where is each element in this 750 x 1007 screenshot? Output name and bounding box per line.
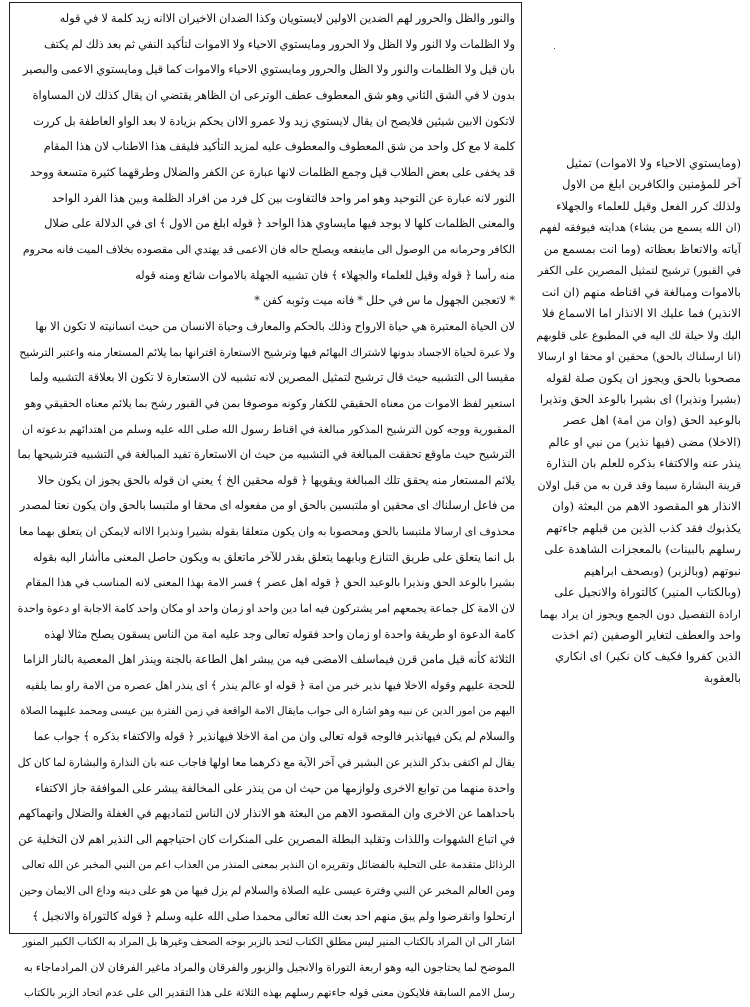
commentary-line: محذوف اى ارسالا ملتبسا بالحق ومحصوبا به وان يكون متعلقا بقوله بشيرا ونذيرا الاانه لايمكن ان يتعلق بهما معا: [19, 525, 515, 539]
commentary-line: الترشيح حيث ماوقع تحققت المبالغة في التشبيه من حيث ان الاستعارة تفيد المبالغة في التشبيه فترشيحها بما: [17, 448, 515, 462]
tafsir-line: واحد والعطف لتغاير الوصفين (ثم اخذت: [551, 627, 741, 642]
tafsir-line: ينذر عنه والاكتفاء بذكره للعلم بان النذارة: [546, 456, 741, 471]
tafsir-line: مصحوبا بالحق ويجوز ان يكون صلة لقوله: [546, 370, 741, 385]
commentary-line: لان الامة كل جماعة يجمعهم امر يشتركون فيه اما دين واحد او زمان واحد او مكان واحد كامة الاجابة او دعوة واحدة: [17, 602, 515, 616]
commentary-line: لان الحياة المعتبرة هي حياة الارواح وذلك بالحكم والمعارف وحياة الانسان من حيث انسانيته لا تكون الا بها: [35, 319, 515, 333]
tafsir-line: (انا ارسلناك بالحق) محقين او محقا او ارسالا: [537, 350, 741, 364]
tafsir-line: بالوعيد الحق (وان من امة) اهل عصر: [563, 413, 741, 428]
commentary-line: بدون لا في الشق الثاني وهو شق المعطوف عطف الوترعى ان الظاهر يقتضي ان يقال كذلك لان المساواة: [32, 88, 515, 102]
tafsir-line: ولذلك كرر الفعل وقيل للعلماء والجهلاء: [556, 198, 741, 213]
commentary-line: اليهم من امور الدين عن نبيه وهو اشارة الى جواب مايقال الامة الواقعة في زمن الفترة بين عيسى ومحمد عليهما الصلاة: [20, 704, 515, 717]
commentary-line: استعير لفظ الاموات من معناه الحقيقي للكفار وكونه موصوفا بمن في القبور رشح بما يلائم معناه الحقيقي وهو: [24, 396, 515, 410]
tafsir-line: الانذار هو المقصود الاهم من البعثة (وان: [552, 499, 741, 514]
tafsir-line: الذين كفروا فكيف كان نكير) اى انكاري: [554, 649, 741, 664]
commentary-line: مقيسا الى التشبيه حيث قال ترشيح لتمثيل المصرين لانه تشبيه لان الاستعارة لا تكون الا بعلاقة التشبيه ولما: [29, 371, 515, 385]
commentary-line: رسل الامم السابقة فلايكون معنى قوله جاءتهم رسلهم بهذه الثلاثة على هذا التقدير الى على عدم اتحاد الزبر بالكتاب: [23, 986, 515, 999]
commentary-line: قد يخفى على بعض الطلاب قيل وجمع الظلمات لانها عبارة عن الكفر والضلال وطرقهما كثيرة متسعة ووحد: [29, 165, 515, 179]
commentary-line: ولا الظلمات ولا النور ولا الظل ولا الحرور ومايستوي الاحياء ولا الاموات لتأكيد النفي ثم بعد ذلك لم يكتف: [43, 37, 515, 51]
tafsir-line: ارادة التفصيل دون الجمع ويجوز ان يراد بهما: [539, 607, 741, 621]
margin-dot: .: [553, 42, 556, 52]
commentary-line: * لاتعجبن الجهول ما س في حلل * فانه ميت وثوبه كفن *: [254, 294, 515, 308]
commentary-line: للحجة عليهم وقوله الاخلا فيها نذير خبر من امة ﴿ قوله او عالم ينذر ﴾ اى ينذر اهل عصره من الامة راو بما يلقيه: [25, 679, 515, 693]
tafsir-line: آياته والاتعاظ بعظاته (وما انت بمسمع من: [543, 241, 741, 256]
commentary-line: باحداهما عن الاخرى وان المقصود الاهم من البعثة هو الانذار لان الناس لتماديهم في الغفلة والضلال وانهماكهم: [18, 807, 515, 821]
commentary-line: بشيرا بالوعد الحق ونذيرا بالوعيد الحق ﴿ قوله اهل عصر ﴾ فسر الامة بهذا المعنى لانه المناسب في هذا المقام: [25, 576, 515, 590]
commentary-line: الرذائل متقدمة على التحلية بالفضائل وتقريره ان النذير بمعنى المنذر من العذاب اعم من النبي المخبر عن الله تعالى: [21, 858, 515, 871]
commentary-line: واحدة منهما من توابع الاخرى ولوازمها من حيث ان من ينذر على المخالفة يبشر على الموافقة جاز الاكتفاء: [34, 781, 515, 795]
commentary-line: اشار الى ان المراد بالكتاب المنير ليس مطلق الكتاب لتحد بالزبر بوجه الصحف وغيرها بل المراد به الكتاب الكبير المنور: [22, 935, 515, 948]
tafsir-line: بالعقوبة: [703, 670, 741, 685]
commentary-line: والنور والظل والحرور لهم الضدين الاولين لايستويان وكذا الضدان الاخيران الاانه زيد كلمة لا في قوله: [59, 12, 515, 25]
commentary-line: يلائم المستعار منه يحقق تلك المبالغة ويقويها ﴿ قوله محقين الخ ﴾ يعني ان قوله بالحق يجوز ان يكون حالا: [37, 473, 515, 487]
commentary-line: ولا عبرة لحياة الاجساد بدونها لاشتراك البهائم فيها وترشيح الاستعارة اقترانها بما يلائم المستعار منه واعتبر الترشيح: [19, 345, 515, 359]
commentary-text: [16, 6, 515, 1007]
tafsir-line: (ومايستوي الاحياء ولا الاموات) تمثيل: [566, 156, 741, 170]
tafsir-line: نبوتهم (وبالزبر) (وبصحف ابراهيم: [583, 563, 741, 578]
commentary-line: الثلاثة كأنه قيل مامن قرن فيماسلف الامضى فيه من يبشر اهل الطاعة بالجنة وينذر اهل المعصية بالنار الزاما: [22, 653, 515, 667]
commentary-line: ارتحلوا وانقرضوا ولم يبق منهم احد بعث الله تعالى محمدا صلى الله عليه وسلم ﴿ قوله كالتوراة والانجيل ﴾: [32, 909, 515, 923]
commentary-line: ومن العالم المخبر عن النبي وفترة عيسى عليه الصلاة والسلام لم يزل فيها من هو على دينه وداع الى الايمان وحين: [19, 884, 515, 898]
commentary-line: الموضح لما يحتاجون اليه وهو اربعة التوراة والانجيل والزبور والفرقان والمراد ماغير الفرقان لان المرادماجاء به: [23, 961, 515, 975]
commentary-line: والسلام لم يكن فيهانذير فالوجه قوله تعالى وان من امة الاخلا فيهانذير ﴿ قوله والاكتفاء بذكره ﴾ جواب عما: [33, 730, 515, 744]
tafsir-line: اليك ولا حيلة لك اليه في المطبوع على قلوبهم: [536, 328, 741, 342]
tafsir-line: (وبالكتاب المنير) كالتوراة والانجيل على: [554, 585, 741, 600]
tafsir-line: آخر للمؤمنين والكافرين ابلغ من الاول: [562, 177, 741, 192]
commentary-line: بل انما يتعلق على طريق التنازع وبابهما يتعلق بقدر للآخر ماتعلق به ويكون حاصل المعنى ماأشار اليه بقوله: [32, 550, 515, 564]
commentary-line: يقال لم اكتفى بذكر النذير عن البشير في آخر الآية مع ذكرهما معا اولها فاجاب عنه بان النذارة والبشارة لما كان كل: [17, 756, 515, 770]
commentary-line: كلمة لا مع كل واحد من شق المعطوف والمعطوف عليه لمزيد التأكيد فليقف هذا الاطناب لان هذا المقام: [43, 140, 515, 154]
tafsir-line: (ان الله يسمع من يشاء) هدايته فيوفقه لفهم: [539, 221, 741, 235]
commentary-line: الكافر وحرمانه من الوصول الى ماينفعه ويصلح حاله فان الاعمى قد يهتدي الى مقصوده بخلاف الميت فانه محروم: [22, 242, 515, 256]
commentary-line: كامة الدعوة او طريقة واحدة او زمان واحد فقوله تعالى وجد عليه امة من الناس يسقون يصلح مثالا لهذه: [44, 627, 515, 641]
tafsir-line: (بشيرا ونذيرا) اى بشيرا بالوعد الحق ونذيرا: [539, 391, 741, 406]
tafsir-line: في القبور) ترشيح لتمثيل المصرين على الكفر: [537, 264, 741, 278]
commentary-line: من فاعل ارسلناك اى محقين او ملتبسين بالحق او من مفعوله اى محقا او ملتبسا بالحق وان يكون نعتا لمصدر: [19, 499, 515, 513]
tafsir-line: رسلهم بالبينات) بالمعجزات الشاهدة على: [544, 542, 741, 557]
commentary-line: لاتكون الابين شيئين فلايصح ان يقال لايستوي زيد ولا عمرو الاان يحكم بزيادة لا بعد الواو العاطفة بل كررت: [33, 114, 515, 128]
tafsir-line: بالاموات ومبالغة في اقناطه منهم (ان انت: [541, 284, 741, 299]
margin-tafsir-text: [536, 153, 741, 689]
tafsir-line: قرينة البشارة سيما وقد قرن به من قبل اولان: [537, 478, 741, 492]
commentary-line: منه رأسا ﴿ قوله وقيل للعلماء والجهلاء ﴾ فان تشبيه الجهلة بالاموات شائع ومنه قوله: [135, 268, 515, 282]
commentary-line: المقبورية ووجه كون الترشيح المذكور مبالغة في اقناط رسول الله صلى الله عليه وسلم من اهتدائهم بدعوته ان: [22, 422, 515, 436]
tafsir-line: يكذبوك فقد كذب الذين من قبلهم جاءتهم: [546, 520, 741, 535]
commentary-line: النور لانه عبارة عن التوحيد وهو امر واحد فالتفاوت بين كل فرد من افراد الظلمة وبين هذا الفرد الواحد: [51, 191, 515, 205]
tafsir-line: (الاخلا) مضى (فيها نذير) من نبي او عالم: [548, 434, 741, 449]
tafsir-line: الانذير) فما عليك الا الانذار اما الاسماع فلا: [542, 306, 741, 321]
commentary-frame: [9, 2, 522, 999]
commentary-line: في اتباع الشهوات واللذات وتقليد البطلة المصرين على المنكرات كان احتياجهم الى النذير اهم لان التخلية عن: [18, 833, 515, 846]
commentary-line: بان قيل ولا الظلمات والنور ولا الظل والحرور ومايستوي الاحياء والاموات كما قيل ومايستوي الاعمى والبصير: [22, 63, 515, 77]
commentary-line: والمعنى الظلمات كلها لا يوجد فيها مايساوي هذا الواحد ﴿ قوله ابلغ من الاول ﴾ اى في الدلالة على ضلال: [44, 217, 515, 231]
